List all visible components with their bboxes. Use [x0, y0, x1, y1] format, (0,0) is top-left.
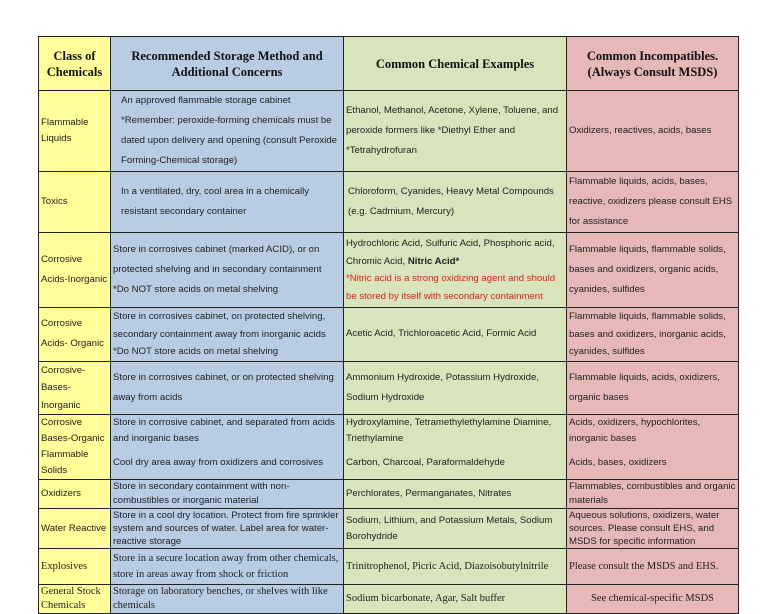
storage-cell [111, 308, 344, 362]
class-cell: Flammable Liquids [39, 91, 111, 172]
table-row [39, 509, 739, 549]
incompatibles-cell: Acids, oxidizers, hypochlorites, inorganic bases [567, 415, 739, 448]
storage-line: *Do NOT store acids on metal shelving [113, 284, 279, 295]
storage-cell: Cool dry area away from oxidizers and corrosives [111, 447, 344, 480]
storage-line: Store in corrosives cabinet, on protected shelving, secondary containment away from inorganic acids [113, 311, 326, 340]
examples-bold: Nitric Acid* [407, 255, 460, 267]
examples-text: Hydrochloric Acid, Sulfuric Acid, Phosphoric acid, Chromic Acid, [346, 238, 555, 267]
header-examples: Common Chemical Examples [344, 37, 567, 91]
incompatibles-cell: See chemical-specific MSDS [567, 585, 739, 614]
storage-line: *Do NOT store acids on metal shelving [113, 346, 279, 357]
table-row [39, 447, 739, 480]
storage-cell [111, 91, 344, 172]
table-row [39, 233, 739, 308]
table-row [39, 172, 739, 233]
storage-cell: Storage on laboratory benches, or shelves with like chemicals [111, 585, 344, 614]
incompatibles-cell: Aqueous solutions, oxidizers, water sources. Please consult EHS, and MSDS for specific information [567, 509, 739, 549]
table-row [39, 308, 739, 362]
header-class: Class of Chemicals [39, 37, 111, 91]
incompatibles-cell: Flammable liquids, flammable solids, bases and oxidizers, organic acids, cyanides, sulfides [567, 233, 739, 308]
class-cell: Corrosive Acids- Organic [39, 308, 111, 362]
class-cell: Corrosive Acids-Inorganic [39, 233, 111, 308]
table-row [39, 480, 739, 509]
examples-cell: Trinitrophenol, Picric Acid, Diazoisobutylnitrile [344, 549, 567, 585]
header-row [39, 37, 739, 91]
incompatibles-cell: Flammable liquids, acids, bases, reactive, oxidizers please consult EHS for assistance [567, 172, 739, 233]
header-storage: Recommended Storage Method and Additional Concerns [111, 37, 344, 91]
storage-line: *Remember: peroxide-forming chemicals must be dated upon delivery and opening (consult Peroxide Forming-Chemical storage) [121, 115, 338, 166]
table-row [39, 361, 739, 415]
storage-cell: Store in corrosives cabinet, or on protected shelving away from acids [111, 361, 344, 415]
incompatibles-cell: Oxidizers, reactives, acids, bases [567, 91, 739, 172]
storage-cell: Store in secondary containment with non-combustibles or inorganic material [111, 480, 344, 509]
examples-cell [344, 233, 567, 308]
storage-cell [111, 233, 344, 308]
table-row [39, 415, 739, 448]
table-row [39, 585, 739, 614]
class-cell: Explosives [39, 549, 111, 585]
class-cell: Corrosive Bases-Organic [39, 415, 111, 448]
table-row [39, 549, 739, 585]
header-incompatibles: Common Incompatibles. (Always Consult MSDS) [567, 37, 739, 91]
storage-line: An approved flammable storage cabinet [121, 95, 291, 106]
examples-cell: Acetic Acid, Trichloroacetic Acid, Formic Acid [344, 308, 567, 362]
incompatibles-cell: Flammables, combustibles and organic materials [567, 480, 739, 509]
class-cell: Flammable Solids [39, 447, 111, 480]
examples-cell: Ethanol, Methanol, Acetone, Xylene, Toluene, and peroxide formers like *Diethyl Ether and *Tetrahydrofuran [344, 91, 567, 172]
incompatibles-cell: Flammable liquids, acids, oxidizers, organic bases [567, 361, 739, 415]
incompatibles-cell: Please consult the MSDS and EHS. [567, 549, 739, 585]
table-row [39, 91, 739, 172]
examples-cell: Sodium bicarbonate, Agar, Salt buffer [344, 585, 567, 614]
examples-cell: Ammonium Hydroxide, Potassium Hydroxide, Sodium Hydroxide [344, 361, 567, 415]
examples-cell: Carbon, Charcoal, Paraformaldehyde [344, 447, 567, 480]
examples-cell: Perchlorates, Permanganates, Nitrates [344, 480, 567, 509]
chemical-storage-table [38, 36, 739, 614]
storage-cell: Store in a secure location away from other chemicals, store in areas away from shock or friction [111, 549, 344, 585]
nitric-acid-warning: *Nitric acid is a strong oxidizing agent and should be stored by itself with secondary containment [346, 273, 556, 302]
storage-cell: Store in a cool dry location. Protect from fire sprinkler system and sources of water. Label area for water-reactive storage [111, 509, 344, 549]
class-cell: Water Reactive [39, 509, 111, 549]
incompatibles-cell: Acids, bases, oxidizers [567, 447, 739, 480]
storage-line: Store in corrosives cabinet (marked ACID), or on protected shelving and in secondary containment [113, 244, 322, 275]
examples-cell: Hydroxylamine, Tetramethylethylamine Diamine, Triethylamine [344, 415, 567, 448]
incompatibles-cell: Flammable liquids, flammable solids, bases and oxidizers, inorganic acids, cyanides, sulfides [567, 308, 739, 362]
examples-cell: Sodium, Lithium, and Potassium Metals, Sodium Borohydride [344, 509, 567, 549]
examples-cell: Chloroform, Cyanides, Heavy Metal Compounds (e.g. Cadmium, Mercury) [344, 172, 567, 233]
storage-cell: Store in corrosive cabinet, and separated from acids and inorganic bases [111, 415, 344, 448]
class-cell: General Stock Chemicals [39, 585, 111, 614]
class-cell: Oxidizers [39, 480, 111, 509]
class-cell: Corrosive-Bases-Inorganic [39, 361, 111, 415]
storage-cell: In a ventilated, dry, cool area in a chemically resistant secondary container [111, 172, 344, 233]
class-cell: Toxics [39, 172, 111, 233]
